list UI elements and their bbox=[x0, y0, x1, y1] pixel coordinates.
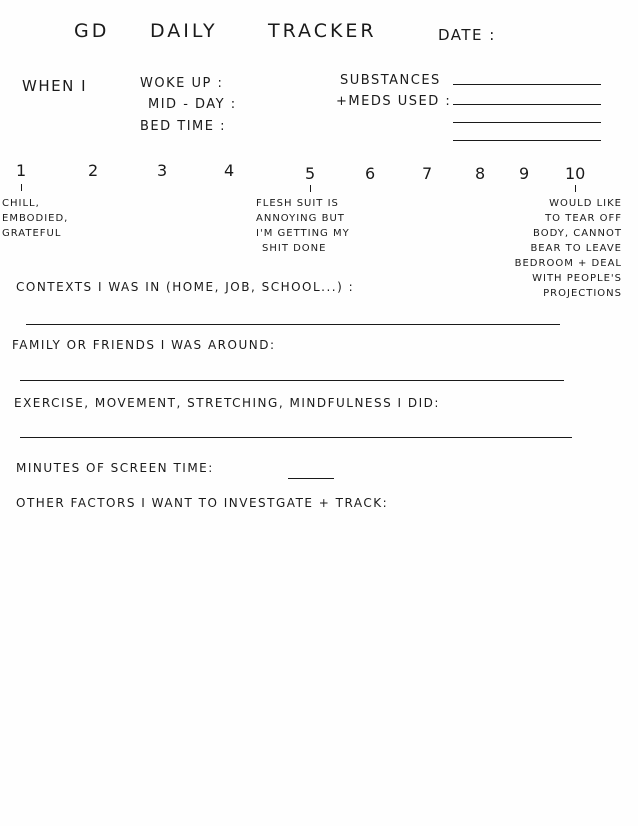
anchor-low-line: GRATEFUL bbox=[2, 228, 62, 239]
scale-number-4: 4 bbox=[224, 161, 235, 180]
scale-number-8: 8 bbox=[475, 164, 486, 183]
anchor-high-line: TO TEAR OFF bbox=[545, 213, 622, 224]
exercise-answer-line[interactable] bbox=[20, 437, 572, 438]
scale-tick-10 bbox=[575, 185, 576, 192]
anchor-mid-line: ANNOYING BUT bbox=[256, 213, 345, 224]
when-i-label: WHEN I bbox=[22, 77, 88, 95]
scale-tick-5 bbox=[310, 185, 311, 192]
title-daily: DAILY bbox=[150, 20, 218, 42]
anchor-high-line: BEAR TO LEAVE bbox=[530, 243, 622, 254]
title-gd: GD bbox=[74, 20, 110, 42]
family-prompt: FAMILY OR FRIENDS I WAS AROUND: bbox=[12, 338, 276, 352]
scale-tick-1 bbox=[21, 184, 22, 191]
contexts-answer-line[interactable] bbox=[26, 324, 560, 325]
anchor-mid-line: SHIT DONE bbox=[262, 243, 327, 254]
scale-number-5: 5 bbox=[305, 164, 316, 183]
title-tracker: TRACKER bbox=[268, 20, 377, 42]
screen-time-prompt: MINUTES OF SCREEN TIME: bbox=[16, 461, 214, 475]
meds-used-label: +MEDS USED : bbox=[336, 94, 452, 109]
anchor-high-line: PROJECTIONS bbox=[543, 288, 622, 299]
bed-time-label: BED TIME : bbox=[140, 119, 226, 134]
anchor-high-line: WOULD LIKE bbox=[549, 198, 622, 209]
anchor-high-line: BEDROOM + DEAL bbox=[514, 258, 622, 269]
substances-line-2[interactable] bbox=[453, 104, 601, 105]
family-answer-line[interactable] bbox=[20, 380, 564, 381]
anchor-high-line: BODY, CANNOT bbox=[533, 228, 622, 239]
screen-time-answer-line[interactable] bbox=[288, 478, 334, 479]
substances-line-3[interactable] bbox=[453, 122, 601, 123]
anchor-mid-line: I'M GETTING MY bbox=[256, 228, 350, 239]
exercise-prompt: EXERCISE, MOVEMENT, STRETCHING, MINDFULNESS I DID: bbox=[14, 396, 440, 410]
substances-line-4[interactable] bbox=[453, 140, 601, 141]
woke-up-label: WOKE UP : bbox=[140, 76, 224, 91]
scale-number-1: 1 bbox=[16, 161, 27, 180]
anchor-mid-text bbox=[256, 196, 350, 256]
anchor-low-text bbox=[2, 196, 68, 241]
anchor-high-line: WITH PEOPLE'S bbox=[532, 273, 622, 284]
mid-day-label: MID - DAY : bbox=[148, 97, 237, 112]
contexts-prompt: CONTEXTS I WAS IN (HOME, JOB, SCHOOL...) : bbox=[16, 280, 355, 294]
substances-line-1[interactable] bbox=[453, 84, 601, 85]
scale-number-3: 3 bbox=[157, 161, 168, 180]
anchor-high-text bbox=[510, 196, 622, 301]
scale-number-10: 10 bbox=[565, 164, 586, 183]
substances-label: SUBSTANCES bbox=[340, 73, 441, 88]
scale-number-9: 9 bbox=[519, 164, 530, 183]
scale-number-6: 6 bbox=[365, 164, 376, 183]
anchor-low-line: CHILL, bbox=[2, 198, 40, 209]
anchor-mid-line: FLESH SUIT IS bbox=[256, 198, 339, 209]
anchor-low-line: EMBODIED, bbox=[2, 213, 69, 224]
date-label: DATE : bbox=[438, 26, 496, 44]
other-factors-prompt: OTHER FACTORS I WANT TO INVESTGATE + TRACK: bbox=[16, 496, 389, 510]
scale-number-2: 2 bbox=[88, 161, 99, 180]
scale-number-7: 7 bbox=[422, 164, 433, 183]
